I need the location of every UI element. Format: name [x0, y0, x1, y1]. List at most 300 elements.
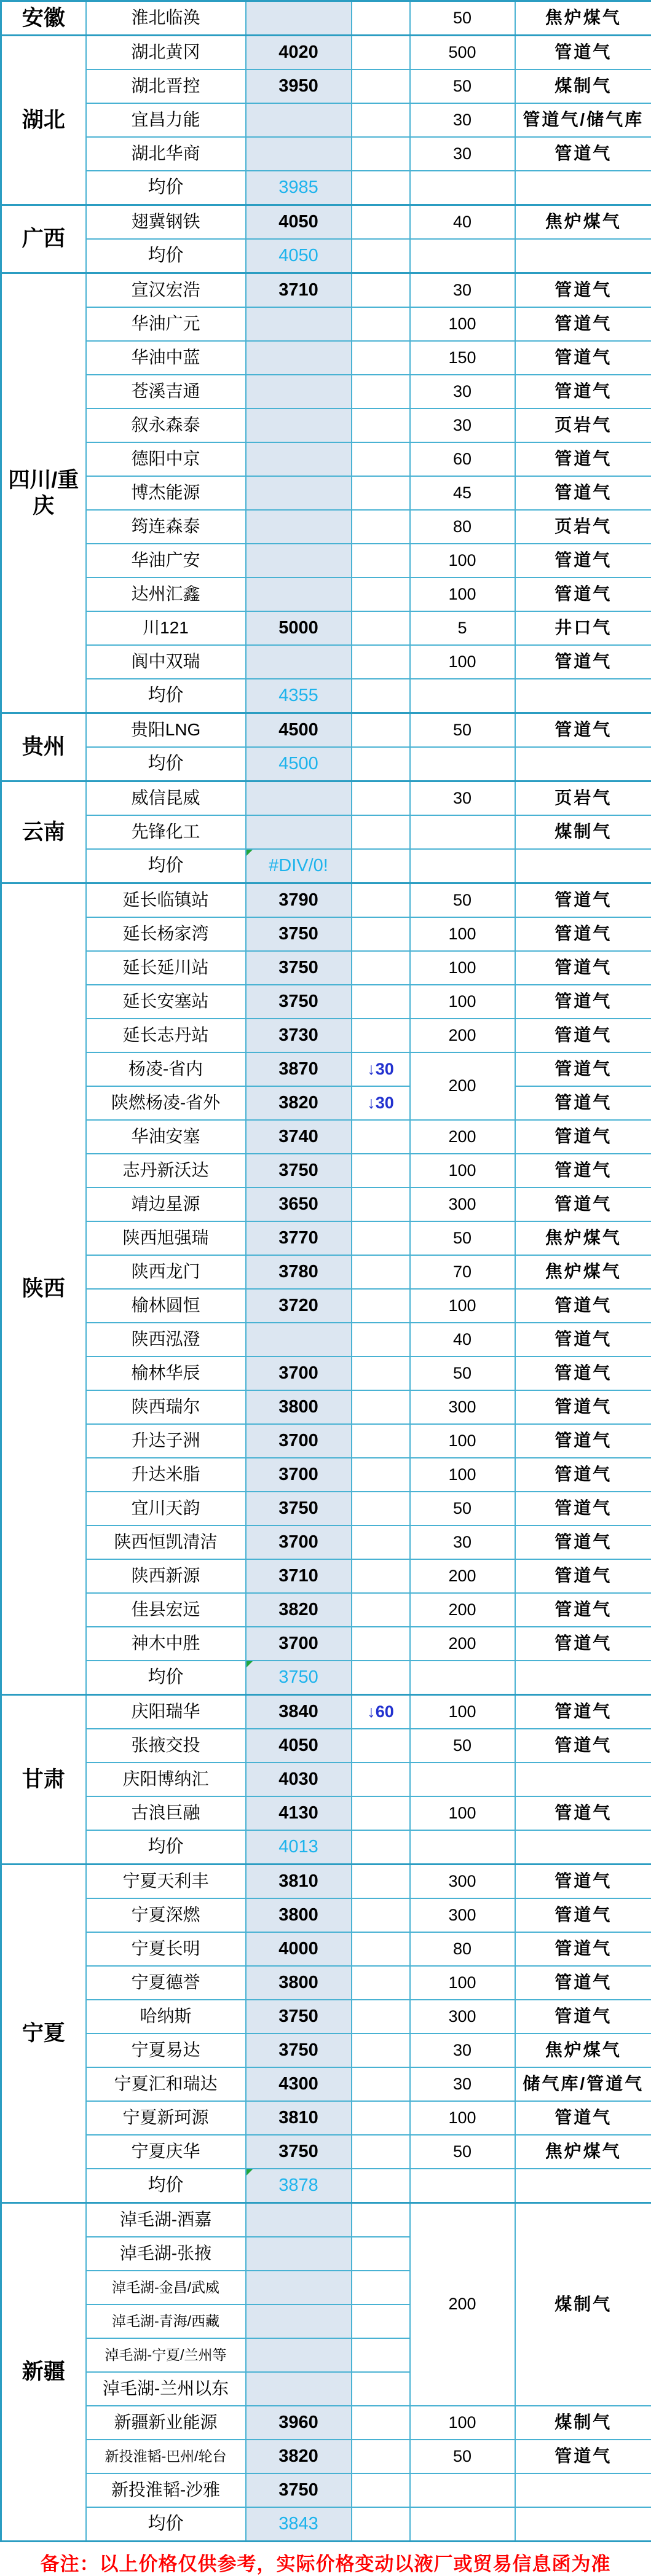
- change-cell: [352, 1154, 410, 1188]
- gas-type-cell: 管道气: [515, 1898, 651, 1932]
- gas-type-cell: 煤制气: [515, 2406, 651, 2440]
- price-cell: 3810: [246, 2101, 352, 2135]
- table-row: [1, 1932, 651, 1966]
- price-cell: 3710: [246, 273, 352, 308]
- volume-cell: 300: [410, 1898, 515, 1932]
- volume-cell: 30: [410, 137, 515, 171]
- region-cell: 四川/重庆: [1, 273, 86, 713]
- gas-type-cell: 页岩气: [515, 510, 651, 544]
- company-cell: 佳县宏远: [86, 1593, 246, 1627]
- price-cell: [246, 544, 352, 577]
- change-cell: [352, 544, 410, 577]
- table-row: [1, 2507, 651, 2542]
- table-row: [1, 883, 651, 918]
- change-cell: [352, 2034, 410, 2067]
- company-cell: 均价: [86, 747, 246, 781]
- volume-cell: 30: [410, 409, 515, 442]
- company-cell: 淖毛湖-金昌/武威: [86, 2271, 246, 2304]
- company-cell: 先锋化工: [86, 815, 246, 849]
- change-cell: [352, 1966, 410, 2000]
- change-cell: [352, 2203, 410, 2237]
- change-cell: [352, 747, 410, 781]
- footnote: 备注：以上价格仅供参考，实际价格变动以液厂或贸易信息函为准: [0, 2548, 651, 2576]
- volume-cell: 500: [410, 36, 515, 70]
- change-cell: [352, 409, 410, 442]
- table-row: [1, 2000, 651, 2034]
- change-cell: [352, 2473, 410, 2507]
- company-cell: 博杰能源: [86, 476, 246, 510]
- change-cell: [352, 273, 410, 308]
- avg-price-cell: 4013: [246, 1830, 352, 1865]
- volume-cell: 100: [410, 1154, 515, 1188]
- gas-type-cell: 管道气: [515, 1796, 651, 1830]
- change-cell: [352, 713, 410, 748]
- table-row: [1, 1559, 651, 1593]
- avg-price-cell: 3878: [246, 2169, 352, 2203]
- table-row: [1, 1154, 651, 1188]
- gas-type-cell: [515, 171, 651, 205]
- table-row: [1, 2067, 651, 2101]
- price-cell: 3750: [246, 1492, 352, 1525]
- table-row: [1, 1865, 651, 1899]
- table-row: [1, 409, 651, 442]
- change-cell: [352, 1627, 410, 1661]
- change-cell: [352, 476, 410, 510]
- company-cell: 德阳中京: [86, 442, 246, 476]
- table-row: [1, 1357, 651, 1390]
- table-row: [1, 69, 651, 103]
- avg-price-cell: 4355: [246, 679, 352, 713]
- table-row: [1, 1763, 651, 1796]
- volume-cell: 60: [410, 442, 515, 476]
- table-row: [1, 2034, 651, 2067]
- volume-cell: 300: [410, 1390, 515, 1424]
- company-cell: 宜川天韵: [86, 1492, 246, 1525]
- volume-cell: 100: [410, 2406, 515, 2440]
- change-cell: [352, 2440, 410, 2473]
- gas-type-cell: 管道气: [515, 341, 651, 375]
- gas-type-cell: 管道气: [515, 1019, 651, 1052]
- table-row: [1, 1966, 651, 2000]
- gas-type-cell: 管道气: [515, 1932, 651, 1966]
- change-cell: [352, 1729, 410, 1763]
- gas-type-cell: 管道气: [515, 1525, 651, 1559]
- volume-cell: 200: [410, 1120, 515, 1154]
- change-cell: [352, 1559, 410, 1593]
- table-row: [1, 1323, 651, 1357]
- company-cell: 延长志丹站: [86, 1019, 246, 1052]
- company-cell: 陕燃杨凌-省外: [86, 1086, 246, 1120]
- region-cell: 云南: [1, 781, 86, 883]
- change-cell: [352, 2406, 410, 2440]
- price-cell: 3800: [246, 1898, 352, 1932]
- table-row: [1, 341, 651, 375]
- company-cell: 湖北华商: [86, 137, 246, 171]
- company-cell: 哈纳斯: [86, 2000, 246, 2034]
- company-cell: 苍溪吉通: [86, 375, 246, 409]
- gas-type-cell: 管道气: [515, 1323, 651, 1357]
- volume-cell: 50: [410, 2135, 515, 2169]
- price-cell: 4130: [246, 1796, 352, 1830]
- gas-type-cell: [515, 1830, 651, 1865]
- table-row: [1, 2406, 651, 2440]
- volume-cell: [410, 1661, 515, 1695]
- gas-type-cell: [515, 239, 651, 273]
- change-cell: [352, 171, 410, 205]
- price-cell: 4050: [246, 1729, 352, 1763]
- price-cell: [246, 1323, 352, 1357]
- volume-cell: [410, 849, 515, 883]
- company-cell: 陕西旭强瑞: [86, 1221, 246, 1255]
- gas-type-cell: [515, 747, 651, 781]
- volume-cell: 50: [410, 1221, 515, 1255]
- price-cell: 3750: [246, 2135, 352, 2169]
- table-row: [1, 1593, 651, 1627]
- company-cell: 淖毛湖-酒嘉: [86, 2203, 246, 2237]
- price-cell: 4300: [246, 2067, 352, 2101]
- change-cell: [352, 1661, 410, 1695]
- company-cell: 陕西瑞尔: [86, 1390, 246, 1424]
- change-cell: [352, 1492, 410, 1525]
- company-cell: 古浪巨融: [86, 1796, 246, 1830]
- volume-cell: 5: [410, 611, 515, 645]
- price-cell: 3650: [246, 1188, 352, 1221]
- change-cell: [352, 1525, 410, 1559]
- company-cell: 均价: [86, 2507, 246, 2542]
- table-row: [1, 1221, 651, 1255]
- gas-type-cell: 管道气: [515, 1390, 651, 1424]
- volume-cell: 200: [410, 1559, 515, 1593]
- volume-cell: 100: [410, 1796, 515, 1830]
- volume-cell: [410, 239, 515, 273]
- table-row: [1, 1796, 651, 1830]
- company-cell: 湖北晋控: [86, 69, 246, 103]
- volume-cell: 100: [410, 577, 515, 611]
- price-cell: [246, 442, 352, 476]
- volume-cell: 30: [410, 1525, 515, 1559]
- change-cell: [352, 1221, 410, 1255]
- company-cell: 延长延川站: [86, 951, 246, 985]
- region-cell: 湖北: [1, 36, 86, 205]
- gas-type-cell: 管道气: [515, 1357, 651, 1390]
- table-row: [1, 917, 651, 951]
- gas-type-cell: [515, 2169, 651, 2203]
- price-cell: [246, 2338, 352, 2372]
- change-cell: [352, 1289, 410, 1323]
- table-row: [1, 2440, 651, 2473]
- company-cell: 湖北黄冈: [86, 36, 246, 70]
- volume-cell: [410, 1763, 515, 1796]
- price-cell: 4050: [246, 205, 352, 240]
- table-row: [1, 442, 651, 476]
- volume-cell: 40: [410, 1323, 515, 1357]
- gas-type-cell: [515, 679, 651, 713]
- change-cell: [352, 510, 410, 544]
- change-cell: [352, 1390, 410, 1424]
- gas-type-cell: 管道气: [515, 1492, 651, 1525]
- table-row: [1, 476, 651, 510]
- company-cell: 宁夏新珂源: [86, 2101, 246, 2135]
- table-row: [1, 1695, 651, 1729]
- table-row: [1, 951, 651, 985]
- volume-cell: 50: [410, 1729, 515, 1763]
- volume-cell: 100: [410, 1424, 515, 1458]
- company-cell: 新投淮韬-沙雅: [86, 2473, 246, 2507]
- volume-cell: 200: [410, 1019, 515, 1052]
- gas-type-cell: 管道气: [515, 1154, 651, 1188]
- table-row: [1, 2135, 651, 2169]
- change-cell: ↓30: [352, 1086, 410, 1120]
- price-cell: [246, 577, 352, 611]
- gas-type-cell: 管道气: [515, 36, 651, 70]
- gas-type-cell: [515, 849, 651, 883]
- company-cell: 翅冀钢铁: [86, 205, 246, 240]
- table-row: [1, 2101, 651, 2135]
- change-cell: [352, 2169, 410, 2203]
- change-cell: [352, 1898, 410, 1932]
- company-cell: 宣汉宏浩: [86, 273, 246, 308]
- table-row: [1, 713, 651, 748]
- change-cell: [352, 917, 410, 951]
- change-cell: [352, 1458, 410, 1492]
- volume-cell: [410, 2507, 515, 2542]
- change-cell: [352, 849, 410, 883]
- volume-cell: [410, 1830, 515, 1865]
- volume-cell: 300: [410, 1188, 515, 1221]
- volume-cell: 100: [410, 985, 515, 1019]
- gas-type-cell: 储气库/管道气: [515, 2067, 651, 2101]
- table-row: [1, 1255, 651, 1289]
- company-cell: 宁夏长明: [86, 1932, 246, 1966]
- price-cell: [246, 409, 352, 442]
- volume-cell: 50: [410, 1492, 515, 1525]
- avg-price-cell: 3750: [246, 1661, 352, 1695]
- volume-cell: 200: [410, 1593, 515, 1627]
- price-cell: 3770: [246, 1221, 352, 1255]
- volume-cell: 100: [410, 1695, 515, 1729]
- company-cell: 均价: [86, 2169, 246, 2203]
- change-cell: [352, 2372, 410, 2406]
- gas-type-cell: [515, 1661, 651, 1695]
- price-cell: [246, 2237, 352, 2271]
- table-row: [1, 645, 651, 679]
- change-cell: [352, 36, 410, 70]
- volume-cell: 50: [410, 883, 515, 918]
- price-cell: 4500: [246, 713, 352, 748]
- region-cell: 甘肃: [1, 1695, 86, 1865]
- change-cell: [352, 375, 410, 409]
- change-cell: [352, 1019, 410, 1052]
- gas-type-cell: 管道气: [515, 1695, 651, 1729]
- change-cell: [352, 307, 410, 341]
- company-cell: 淮北临涣: [86, 1, 246, 36]
- company-cell: 叙永森泰: [86, 409, 246, 442]
- company-cell: 庆阳博纳汇: [86, 1763, 246, 1796]
- volume-cell: 45: [410, 476, 515, 510]
- price-cell: 3710: [246, 1559, 352, 1593]
- gas-type-cell: 煤制气: [515, 815, 651, 849]
- gas-type-cell: 管道气: [515, 1052, 651, 1086]
- table-row: [1, 1458, 651, 1492]
- table-row: [1, 1492, 651, 1525]
- company-cell: 均价: [86, 849, 246, 883]
- region-cell: 宁夏: [1, 1865, 86, 2203]
- table-row: [1, 2473, 651, 2507]
- gas-type-cell: 管道气: [515, 307, 651, 341]
- table-row: [1, 205, 651, 240]
- gas-type-cell: 管道气: [515, 577, 651, 611]
- change-cell: [352, 577, 410, 611]
- price-cell: 3800: [246, 1390, 352, 1424]
- region-cell: 广西: [1, 205, 86, 273]
- table-row: [1, 1898, 651, 1932]
- gas-type-cell: 管道气: [515, 1188, 651, 1221]
- table-row: [1, 1120, 651, 1154]
- table-row: [1, 849, 651, 883]
- company-cell: 宁夏易达: [86, 2034, 246, 2067]
- price-cell: 3720: [246, 1289, 352, 1323]
- price-cell: [246, 137, 352, 171]
- volume-cell: 100: [410, 951, 515, 985]
- change-cell: [352, 1830, 410, 1865]
- gas-type-cell: 管道气: [515, 442, 651, 476]
- table-row: [1, 103, 651, 137]
- change-cell: [352, 2338, 410, 2372]
- price-cell: [246, 103, 352, 137]
- company-cell: 达州汇鑫: [86, 577, 246, 611]
- change-cell: [352, 1932, 410, 1966]
- table-row: [1, 1019, 651, 1052]
- gas-type-cell: 页岩气: [515, 409, 651, 442]
- change-cell: [352, 103, 410, 137]
- company-cell: 升达子洲: [86, 1424, 246, 1458]
- company-cell: 淖毛湖-宁夏/兰州等: [86, 2338, 246, 2372]
- table-row: [1, 544, 651, 577]
- gas-type-cell: 煤制气: [515, 69, 651, 103]
- change-cell: ↓60: [352, 1695, 410, 1729]
- price-cell: 3820: [246, 1593, 352, 1627]
- change-cell: [352, 883, 410, 918]
- price-cell: 3750: [246, 951, 352, 985]
- price-cell: [246, 307, 352, 341]
- table-row: [1, 1627, 651, 1661]
- change-cell: [352, 2304, 410, 2338]
- gas-type-cell: 管道气: [515, 1559, 651, 1593]
- volume-cell: 80: [410, 1932, 515, 1966]
- company-cell: 宜昌力能: [86, 103, 246, 137]
- table-row: [1, 2169, 651, 2203]
- change-cell: [352, 239, 410, 273]
- change-cell: [352, 1796, 410, 1830]
- change-cell: [352, 2067, 410, 2101]
- gas-type-cell: 管道气: [515, 375, 651, 409]
- table-row: [1, 171, 651, 205]
- gas-type-cell: 管道气: [515, 1458, 651, 1492]
- region-cell: 贵州: [1, 713, 86, 781]
- price-cell: [246, 2372, 352, 2406]
- company-cell: 华油广安: [86, 544, 246, 577]
- volume-cell: 300: [410, 1865, 515, 1899]
- company-cell: 川121: [86, 611, 246, 645]
- price-cell: [246, 781, 352, 816]
- price-cell: [246, 2271, 352, 2304]
- company-cell: 均价: [86, 1830, 246, 1865]
- gas-type-cell: 管道气: [515, 1627, 651, 1661]
- price-cell: 3700: [246, 1525, 352, 1559]
- volume-cell: 100: [410, 2101, 515, 2135]
- avg-price-cell: 4500: [246, 747, 352, 781]
- avg-price-cell: #DIV/0!: [246, 849, 352, 883]
- volume-cell: 100: [410, 544, 515, 577]
- region-cell: 陕西: [1, 883, 86, 1695]
- table-row: [1, 1729, 651, 1763]
- gas-type-cell: 管道气: [515, 1865, 651, 1899]
- price-cell: [246, 476, 352, 510]
- volume-cell: 30: [410, 375, 515, 409]
- table-row: [1, 1390, 651, 1424]
- price-cell: [246, 2203, 352, 2237]
- gas-type-cell: 井口气: [515, 611, 651, 645]
- company-cell: 宁夏汇和瑞达: [86, 2067, 246, 2101]
- change-cell: [352, 1593, 410, 1627]
- volume-cell: 50: [410, 1, 515, 36]
- price-cell: 3810: [246, 1865, 352, 1899]
- change-cell: [352, 815, 410, 849]
- company-cell: 均价: [86, 171, 246, 205]
- gas-type-cell: 焦炉煤气: [515, 205, 651, 240]
- company-cell: 淖毛湖-青海/西藏: [86, 2304, 246, 2338]
- price-cell: 3950: [246, 69, 352, 103]
- volume-cell: 30: [410, 2034, 515, 2067]
- gas-type-cell: [515, 2507, 651, 2542]
- gas-type-cell: 管道气: [515, 544, 651, 577]
- company-cell: 神木中胜: [86, 1627, 246, 1661]
- table-row: [1, 1052, 651, 1086]
- volume-cell: [410, 2169, 515, 2203]
- company-cell: 榆林华辰: [86, 1357, 246, 1390]
- volume-cell: [410, 747, 515, 781]
- company-cell: 新疆新业能源: [86, 2406, 246, 2440]
- company-cell: 阆中双瑞: [86, 645, 246, 679]
- volume-cell: 200: [410, 1052, 515, 1120]
- gas-type-cell: 焦炉煤气: [515, 2135, 651, 2169]
- change-cell: [352, 1424, 410, 1458]
- volume-cell: 300: [410, 2000, 515, 2034]
- change-cell: [352, 1323, 410, 1357]
- volume-cell: 100: [410, 645, 515, 679]
- company-cell: 延长杨家湾: [86, 917, 246, 951]
- price-cell: 3700: [246, 1458, 352, 1492]
- table-row: [1, 2203, 651, 2237]
- gas-type-cell: 管道气: [515, 1593, 651, 1627]
- volume-cell: [410, 679, 515, 713]
- change-cell: [352, 645, 410, 679]
- change-cell: [352, 1357, 410, 1390]
- price-cell: [246, 2304, 352, 2338]
- company-cell: 威信昆威: [86, 781, 246, 816]
- gas-type-cell: 管道气: [515, 2440, 651, 2473]
- company-cell: 新投淮韬-巴州/轮台: [86, 2440, 246, 2473]
- price-cell: 3750: [246, 985, 352, 1019]
- price-cell: 3780: [246, 1255, 352, 1289]
- region-cell: 新疆: [1, 2203, 86, 2542]
- company-cell: 陕西新源: [86, 1559, 246, 1593]
- gas-type-cell: [515, 1763, 651, 1796]
- volume-cell: 50: [410, 69, 515, 103]
- price-cell: 3750: [246, 2034, 352, 2067]
- price-table-body: [1, 1, 651, 2542]
- company-cell: 陕西泓澄: [86, 1323, 246, 1357]
